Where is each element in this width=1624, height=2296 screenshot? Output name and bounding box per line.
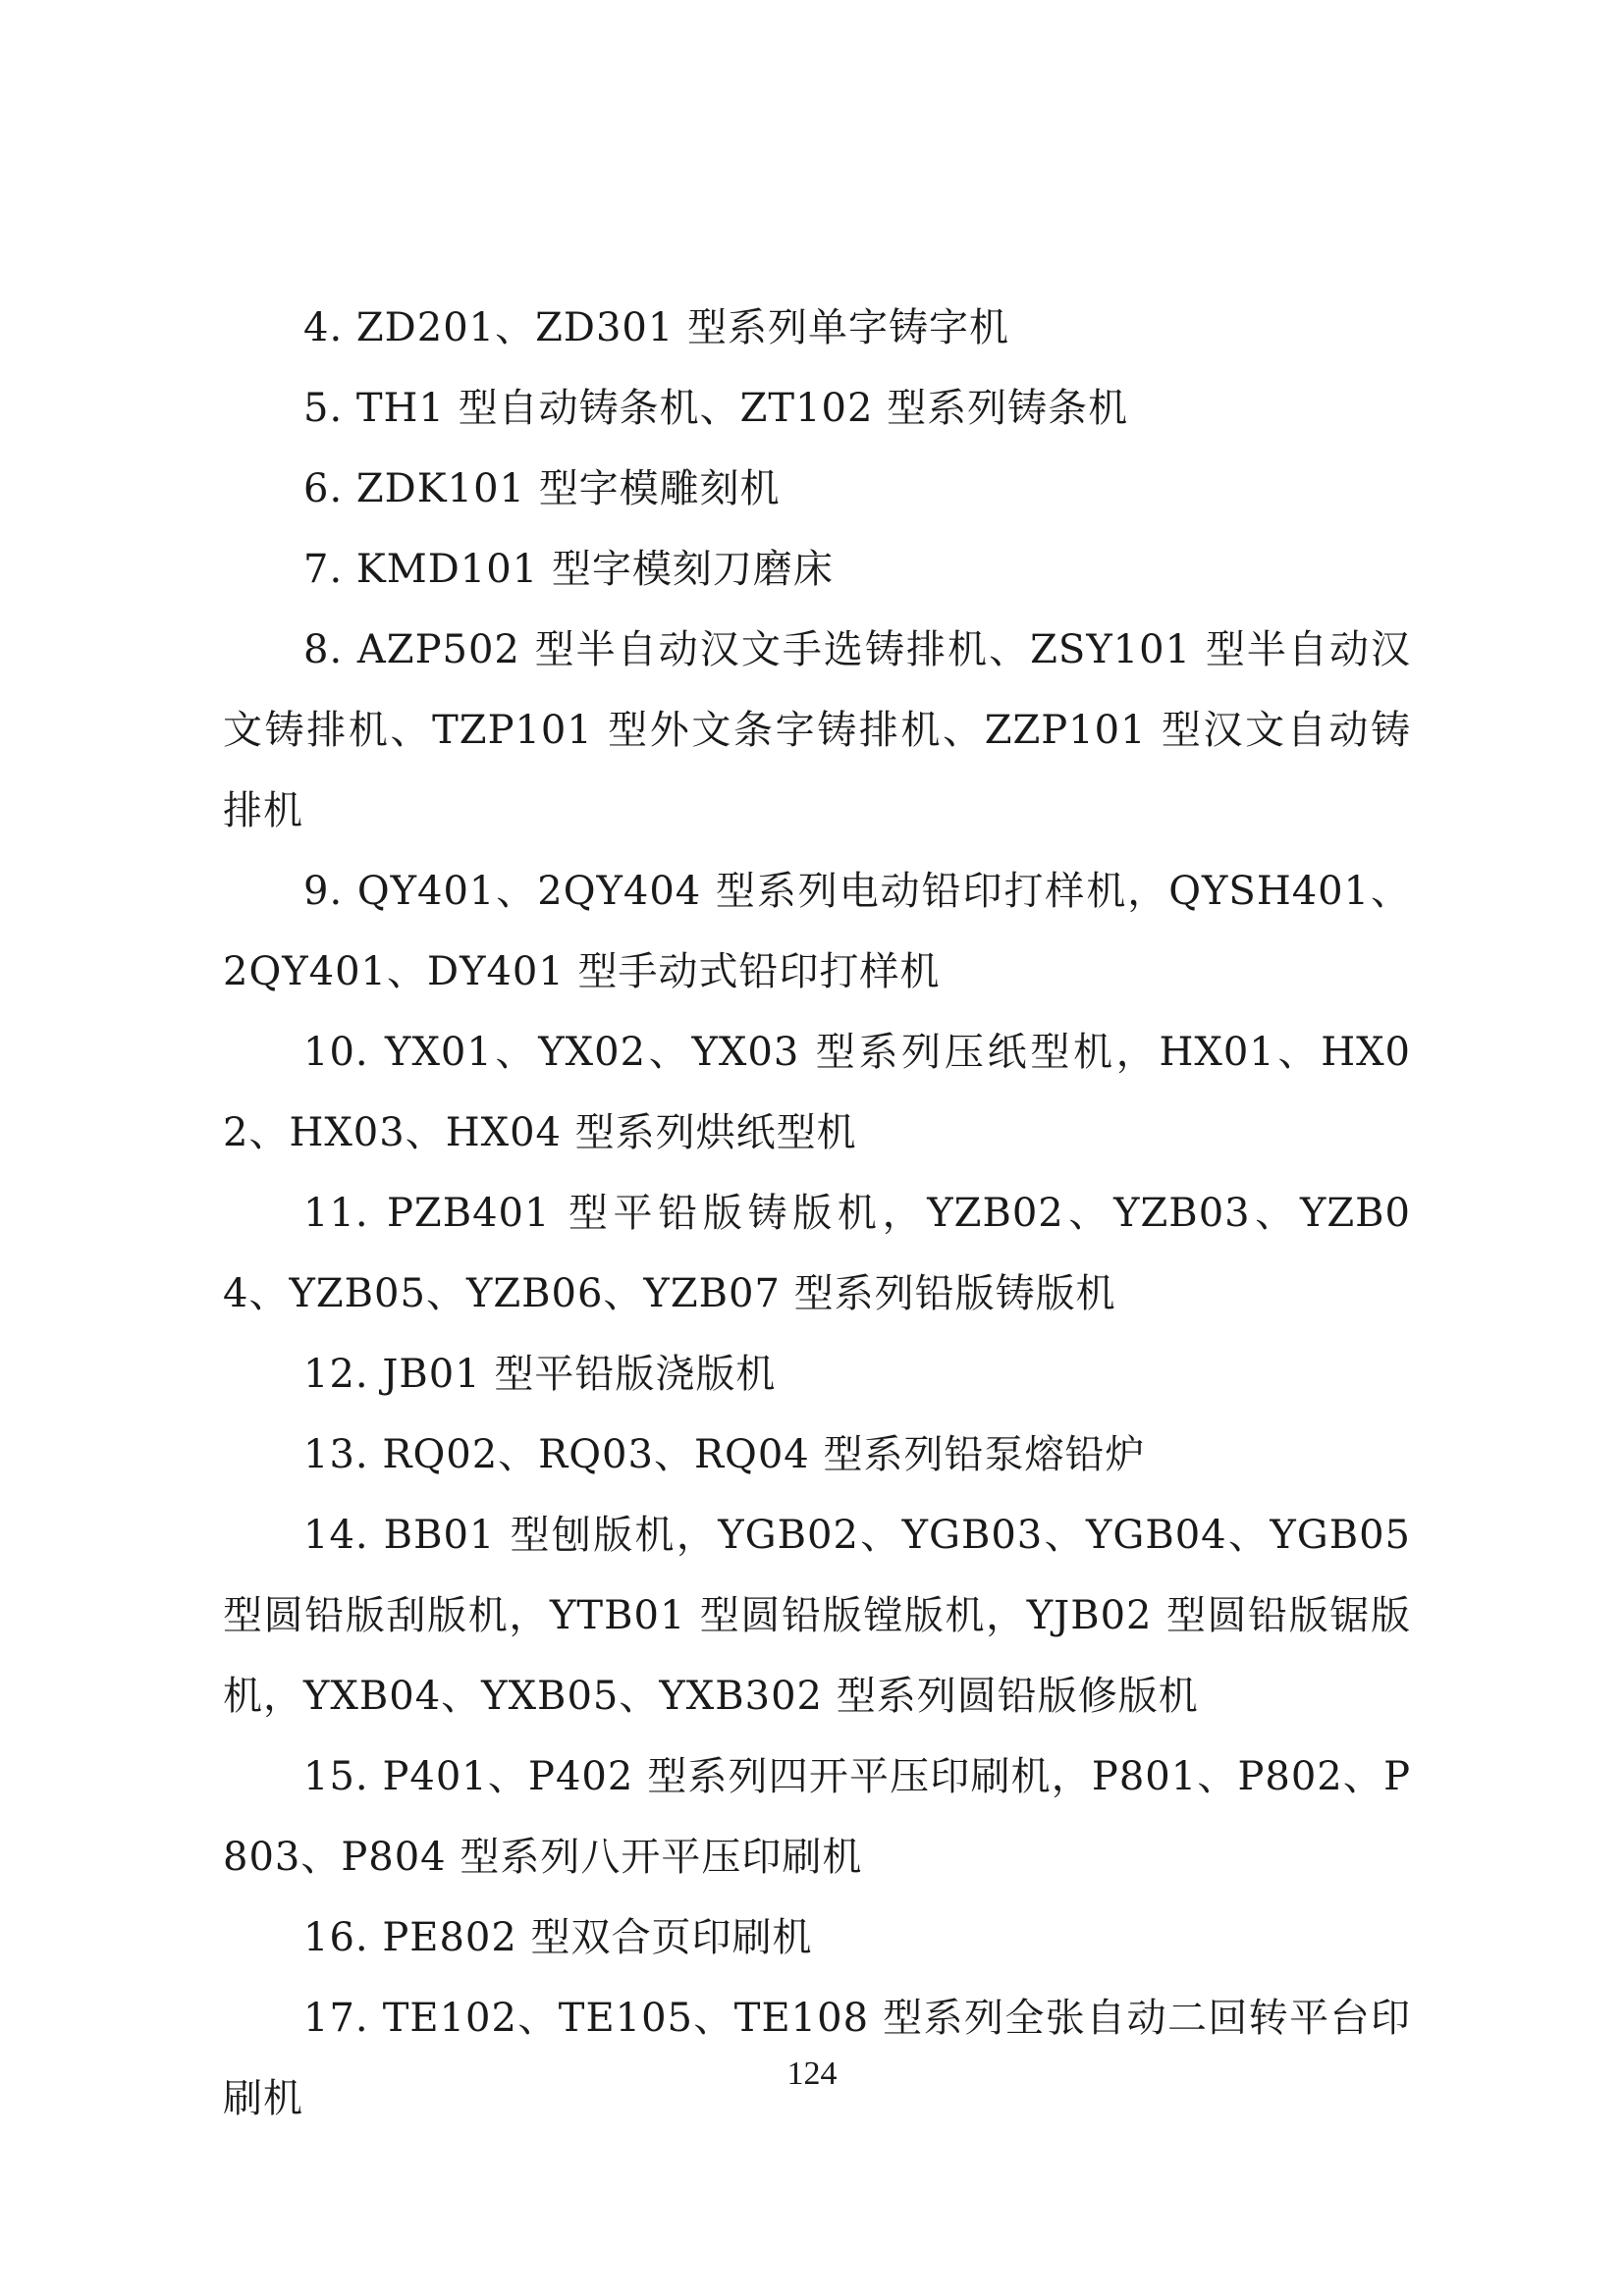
list-item: 5. TH1 型自动铸条机、ZT102 型系列铸条机 <box>303 386 1129 431</box>
list-item: 15. P401、P402 型系列四开平压印刷机，P801、P802、P803、P804 型系列八开平压印刷机 <box>223 1754 1411 1880</box>
list-item: 6. ZDK101 型字模雕刻机 <box>303 466 781 511</box>
list-item: 10. YX01、YX02、YX03 型系列压纸型机，HX01、HX02、HX03、HX04 型系列烘纸型机 <box>223 1030 1411 1155</box>
page-number: 124 <box>786 2056 838 2092</box>
list-item: 8. AZP502 型半自动汉文手选铸排机、ZSY101 型半自动汉文铸排机、TZP101 型外文条字铸排机、ZZP101 型汉文自动铸排机 <box>223 627 1411 833</box>
list-item: 14. BB01 型刨版机，YGB02、YGB03、YGB04、YGB05 型圆铅版刮版机，YTB01 型圆铅版镗版机，YJB02 型圆铅版锯版机，YXB04、YXB05、YXB302 型系列圆铅版修版机 <box>223 1513 1411 1719</box>
list-item: 17. TE102、TE105、TE108 型系列全张自动二回转平台印刷机 <box>223 1996 1411 2121</box>
list-item: 12. JB01 型平铅版浇版机 <box>303 1352 777 1397</box>
list-item: 13. RQ02、RQ03、RQ04 型系列铅泵熔铅炉 <box>303 1432 1146 1477</box>
list-item: 16. PE802 型双合页印刷机 <box>303 1915 813 1960</box>
item-list <box>223 288 1411 2139</box>
list-item: 11. PZB401 型平铅版铸版机，YZB02、YZB03、YZB04、YZB05、YZB06、YZB07 型系列铅版铸版机 <box>223 1191 1411 1316</box>
list-item: 9. QY401、2QY404 型系列电动铅印打样机，QYSH401、2QY401、DY401 型手动式铅印打样机 <box>223 869 1411 994</box>
list-item: 4. ZD201、ZD301 型系列单字铸字机 <box>303 305 1010 350</box>
list-item: 7. KMD101 型字模刻刀磨床 <box>303 547 834 592</box>
